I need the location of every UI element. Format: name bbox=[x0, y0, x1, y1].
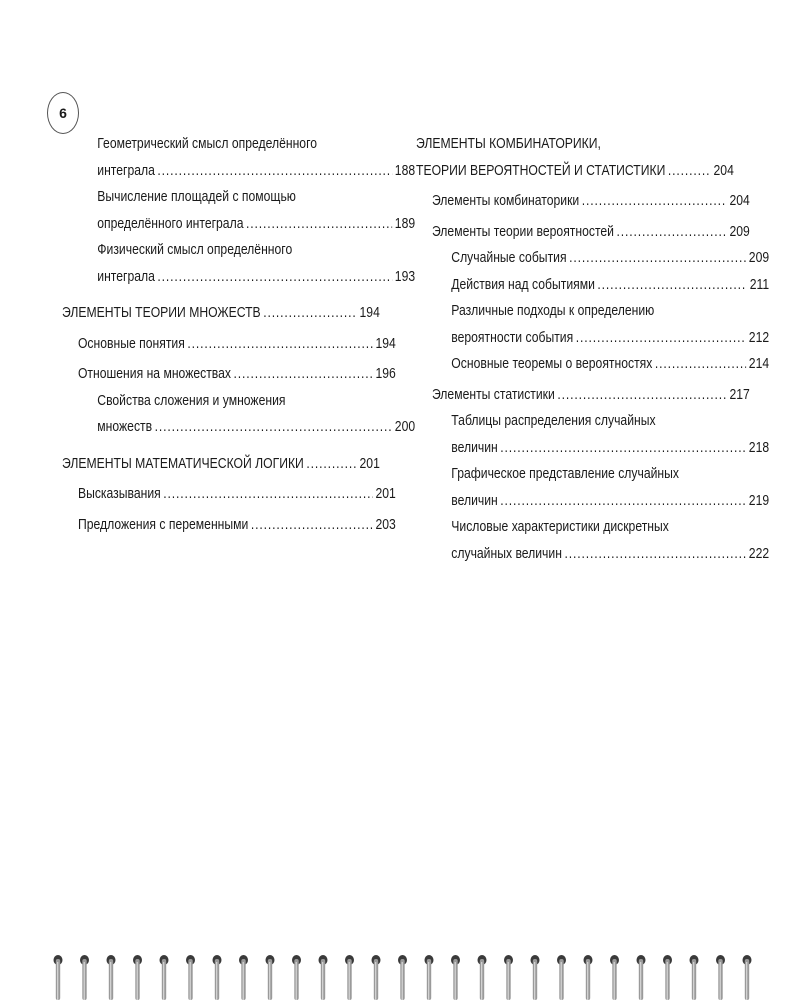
binding-ring bbox=[557, 955, 566, 1000]
binding-ring bbox=[80, 955, 89, 1000]
toc-entry-page: 193 bbox=[394, 268, 416, 285]
toc-entry-page: 188 bbox=[394, 162, 416, 179]
toc-entry bbox=[416, 488, 769, 515]
toc-entry-title: Отношения на множествах bbox=[77, 366, 231, 382]
toc-entry-page: 222 bbox=[748, 545, 770, 562]
toc-entry bbox=[416, 188, 750, 215]
binding-ring bbox=[160, 955, 169, 1000]
toc-entry bbox=[416, 219, 750, 246]
toc-entry-title: интеграла bbox=[97, 268, 155, 285]
binding-ring bbox=[319, 955, 328, 1000]
toc-entry bbox=[416, 435, 769, 462]
binding-ring bbox=[425, 955, 434, 1000]
binding-ring bbox=[478, 955, 487, 1000]
toc-entry-title-line: Таблицы распределения случайных bbox=[451, 413, 656, 429]
toc-entry-page: 204 bbox=[729, 193, 750, 209]
binding-ring bbox=[213, 955, 222, 1000]
toc-entry-title-line: Числовые характеристики дискретных bbox=[451, 519, 669, 535]
toc-entry-page: 194 bbox=[375, 335, 396, 352]
page-number-badge bbox=[47, 92, 79, 134]
dot-leader bbox=[668, 158, 711, 185]
dot-leader bbox=[234, 361, 373, 388]
toc-entry-page: 201 bbox=[375, 486, 396, 502]
dot-leader bbox=[163, 481, 373, 508]
toc-entry-title: множеств bbox=[97, 419, 153, 435]
toc-entry-title: Основные теоремы о вероятностях bbox=[451, 356, 653, 372]
dot-leader bbox=[187, 331, 373, 358]
toc-entry-title: ТЕОРИИ ВЕРОЯТНОСТЕЙ И СТАТИСТИКИ bbox=[416, 162, 666, 179]
toc-entry bbox=[62, 361, 396, 388]
binding-ring bbox=[584, 955, 593, 1000]
toc-entry-page: 200 bbox=[394, 419, 416, 435]
binding-ring bbox=[504, 955, 513, 1000]
binding-ring bbox=[239, 955, 248, 1000]
toc-entry-page: 201 bbox=[359, 455, 380, 472]
toc-entry-title: Элементы теории вероятностей bbox=[431, 223, 614, 240]
binding-ring bbox=[690, 955, 699, 1000]
binding-ring bbox=[637, 955, 646, 1000]
binding-ring bbox=[266, 955, 275, 1000]
toc-entry bbox=[62, 264, 415, 291]
toc-entry-page: 214 bbox=[748, 356, 770, 372]
toc-entry-title-line: Графическое представление случайных bbox=[451, 466, 680, 482]
toc-entry-title-line: Вычисление площадей с помощью bbox=[97, 189, 296, 205]
toc-entry bbox=[416, 245, 769, 272]
toc-entry-title: Случайные события bbox=[451, 250, 567, 266]
binding-ring bbox=[345, 955, 354, 1000]
toc-entry-title-line: Геометрический смысл определённого bbox=[97, 136, 318, 152]
dot-leader bbox=[597, 272, 747, 299]
toc-entry bbox=[416, 541, 769, 568]
dot-leader bbox=[263, 300, 357, 327]
binding-ring bbox=[107, 955, 116, 1000]
dot-leader bbox=[246, 211, 392, 238]
binding-ring bbox=[663, 955, 672, 1000]
toc-entry-title: Основные понятия bbox=[77, 335, 185, 352]
binding-ring bbox=[743, 955, 752, 1000]
toc-entry-title: Действия над событиями bbox=[451, 276, 595, 293]
toc-right-column bbox=[416, 131, 770, 567]
binding-ring bbox=[531, 955, 540, 1000]
toc-entry bbox=[416, 272, 769, 299]
toc-entry bbox=[62, 331, 396, 358]
toc-entry-title: вероятности события bbox=[451, 329, 574, 346]
binding-ring bbox=[716, 955, 725, 1000]
toc-entry-title: Предложения с переменными bbox=[77, 516, 249, 533]
toc-entry-title: ЭЛЕМЕНТЫ МАТЕМАТИЧЕСКОЙ ЛОГИКИ bbox=[62, 455, 304, 472]
toc-entry-title: случайных величин bbox=[451, 545, 562, 562]
page-number: 6 bbox=[59, 105, 67, 121]
toc-entry-title-line: Физический смысл определённого bbox=[97, 242, 293, 258]
dot-leader bbox=[564, 541, 746, 568]
dot-leader bbox=[500, 435, 746, 462]
toc-entry bbox=[416, 382, 750, 409]
binding-ring bbox=[372, 955, 381, 1000]
toc-entry-page: 209 bbox=[748, 250, 770, 266]
spacer bbox=[62, 441, 380, 451]
toc-entry-page: 196 bbox=[375, 366, 396, 382]
toc-entry-page: 204 bbox=[713, 162, 734, 179]
binding-ring bbox=[610, 955, 619, 1000]
dot-leader bbox=[500, 488, 746, 515]
dot-leader bbox=[655, 351, 746, 378]
spiral-binding bbox=[0, 950, 800, 1000]
toc-entry bbox=[62, 414, 415, 441]
toc-entry-title-line: Различные подходы к определению bbox=[451, 303, 655, 319]
toc-entry-page: 219 bbox=[748, 492, 770, 509]
dot-leader bbox=[557, 382, 727, 409]
binding-ring bbox=[292, 955, 301, 1000]
dot-leader bbox=[576, 325, 747, 352]
toc-entry-title-line: Свойства сложения и умножения bbox=[97, 392, 286, 409]
toc-entry-title: Высказывания bbox=[77, 486, 161, 502]
toc-entry bbox=[62, 451, 380, 478]
dot-leader bbox=[157, 158, 392, 185]
binding-ring bbox=[133, 955, 142, 1000]
dot-leader bbox=[306, 451, 357, 478]
binding-ring bbox=[54, 955, 63, 1000]
toc-entry-page: 209 bbox=[729, 223, 750, 240]
toc-entry bbox=[62, 300, 380, 327]
toc-entry-title: величин bbox=[451, 439, 498, 456]
toc-entry-page: 211 bbox=[749, 276, 770, 293]
binding-ring bbox=[398, 955, 407, 1000]
toc-entry bbox=[416, 325, 769, 352]
toc-entry-title: Элементы комбинаторики bbox=[431, 193, 580, 209]
toc-entry bbox=[416, 351, 769, 378]
toc-entry-title: интеграла bbox=[97, 162, 155, 179]
spacer bbox=[62, 290, 380, 300]
dot-leader bbox=[582, 188, 727, 215]
binding-ring bbox=[451, 955, 460, 1000]
dot-leader bbox=[569, 245, 746, 272]
dot-leader bbox=[155, 414, 393, 441]
dot-leader bbox=[616, 219, 726, 246]
toc-entry-title: определённого интеграла bbox=[97, 215, 244, 232]
toc-entry bbox=[62, 481, 396, 508]
toc-entry bbox=[62, 512, 396, 539]
toc-entry-page: 194 bbox=[359, 305, 380, 321]
toc-entry-page: 189 bbox=[394, 215, 416, 232]
toc-entry bbox=[416, 158, 734, 185]
toc-entry bbox=[62, 158, 415, 185]
toc-entry-page: 212 bbox=[748, 329, 770, 346]
dot-leader bbox=[251, 512, 373, 539]
toc-entry-page: 203 bbox=[375, 516, 396, 533]
toc-entry-title: ЭЛЕМЕНТЫ ТЕОРИИ МНОЖЕСТВ bbox=[62, 305, 261, 321]
toc-entry-title: Элементы статистики bbox=[431, 386, 555, 403]
toc-entry bbox=[62, 211, 415, 238]
toc-entry-page: 217 bbox=[729, 386, 750, 403]
toc-entry-page: 218 bbox=[748, 439, 770, 456]
toc-entry-title-line: ЭЛЕМЕНТЫ КОМБИНАТОРИКИ, bbox=[416, 136, 601, 152]
dot-leader bbox=[157, 264, 392, 291]
toc-left-column bbox=[62, 131, 416, 538]
binding-ring bbox=[186, 955, 195, 1000]
toc-entry-title: величин bbox=[451, 492, 498, 509]
